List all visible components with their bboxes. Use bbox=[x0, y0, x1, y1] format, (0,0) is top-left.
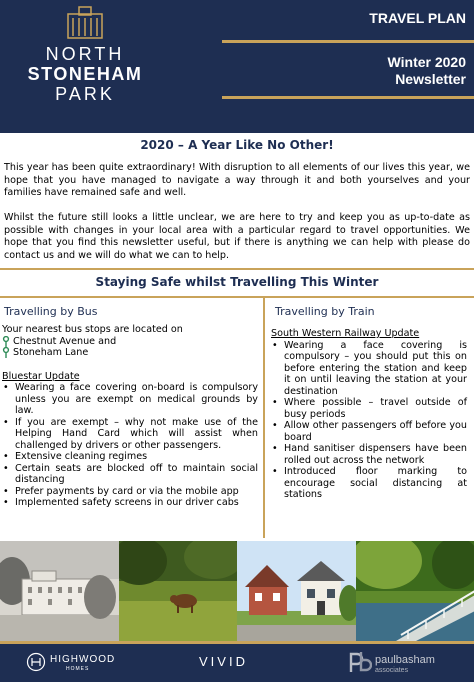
bus-stop-item bbox=[2, 347, 258, 359]
logo-line-park: PARK bbox=[55, 84, 115, 104]
list-item: • Prefer payments by card or via the mobile app bbox=[2, 486, 258, 498]
vivid-logo: VIVID bbox=[199, 654, 248, 669]
new-homes-photo bbox=[237, 541, 356, 641]
mansion-crest-icon bbox=[64, 6, 106, 40]
train-update-list bbox=[271, 340, 467, 501]
intro-paragraph-2: Whilst the future still looks a little unclear, we are here to try and keep you as up-to-date as possible with changes in your local area with a particular regard to travel opportunities. We hope that you find this newsletter useful, but if there is anything we can help with please do contact us and we will do what we can to help. bbox=[4, 212, 470, 261]
highwood-sub: HOMES bbox=[66, 666, 90, 672]
logo-line-north: NORTH bbox=[45, 44, 125, 64]
list-item: • Certain seats are blocked off to maintain social distancing bbox=[2, 463, 258, 486]
bus-stop-name: Stoneham Lane bbox=[13, 347, 89, 358]
section-divider-bottom bbox=[0, 296, 474, 298]
bus-update-list bbox=[2, 382, 258, 509]
intro-paragraph-1: This year has been quite extraordinary! With disruption to all elements of our lives this year, we hope that you have managed to navigate a way through it and both yourselves and your families have remained safe and well. bbox=[4, 162, 470, 199]
newsletter-issue-label: Newsletter bbox=[395, 71, 466, 87]
map-pin-icon bbox=[2, 336, 10, 347]
photo-strip bbox=[0, 541, 474, 641]
list-item: • Allow other passengers off before you board bbox=[271, 420, 467, 443]
highwood-name: HIGHWOOD bbox=[50, 654, 116, 665]
map-pin-icon bbox=[2, 347, 10, 358]
list-item: • Wearing a face covering is compulsory – you should put this on before entering the station and keep it on until leaving the station at your destination bbox=[271, 340, 467, 398]
bus-stops-intro: Your nearest bus stops are located on bbox=[2, 324, 183, 335]
bluestar-update-title: Bluestar Update bbox=[2, 370, 80, 382]
column-separator bbox=[263, 298, 265, 538]
newsletter-header bbox=[0, 0, 474, 133]
train-heading: Travelling by Train bbox=[275, 305, 375, 318]
list-item: • Implemented safety screens in our driver cabs bbox=[2, 497, 258, 509]
bus-stop-item bbox=[2, 336, 258, 348]
highwood-emblem-icon bbox=[26, 652, 46, 672]
list-item: • If you are exempt – why not make use of the Helping Hand Card which will assist when challenged by drivers or other passengers. bbox=[2, 417, 258, 452]
bus-column bbox=[2, 324, 258, 509]
historic-mansion-photo bbox=[0, 541, 119, 641]
paul-basham-sub: associates bbox=[375, 667, 409, 674]
list-item: • Where possible – travel outside of busy periods bbox=[271, 397, 467, 420]
bus-stop-name: Chestnut Avenue and bbox=[13, 335, 117, 347]
list-item: • Extensive cleaning regimes bbox=[2, 451, 258, 463]
intro-heading: 2020 – A Year Like No Other! bbox=[140, 138, 334, 152]
swr-update-title: South Western Railway Update bbox=[271, 328, 420, 339]
header-gold-line-top bbox=[222, 40, 474, 43]
list-item: • Hand sanitiser dispensers have been rolled out across the network bbox=[271, 443, 467, 466]
section-divider-top bbox=[0, 268, 474, 270]
pb-monogram-icon bbox=[348, 650, 372, 674]
header-gold-line-bottom bbox=[222, 96, 474, 99]
north-stoneham-park-logo bbox=[20, 6, 150, 126]
cattle-meadow-photo bbox=[119, 541, 238, 641]
woodland-bridge-photo bbox=[356, 541, 474, 641]
list-item: • Wearing a face covering on-board is compulsory unless you are exempt on medical grounds by law. bbox=[2, 382, 258, 417]
newsletter-issue-season: Winter 2020 bbox=[387, 54, 466, 70]
newsletter-issue bbox=[346, 54, 466, 88]
logo-line-stoneham: STONEHAM bbox=[27, 64, 143, 84]
paul-basham-name: paulbasham bbox=[375, 654, 435, 666]
travel-plan-title: TRAVEL PLAN bbox=[369, 10, 466, 26]
train-column bbox=[271, 328, 467, 501]
partner-logos-footer bbox=[0, 641, 474, 682]
bus-heading: Travelling by Bus bbox=[4, 305, 98, 318]
list-item: • Introduced floor marking to encourage social distancing at stations bbox=[271, 466, 467, 501]
section-heading: Staying Safe whilst Travelling This Winter bbox=[95, 275, 379, 289]
